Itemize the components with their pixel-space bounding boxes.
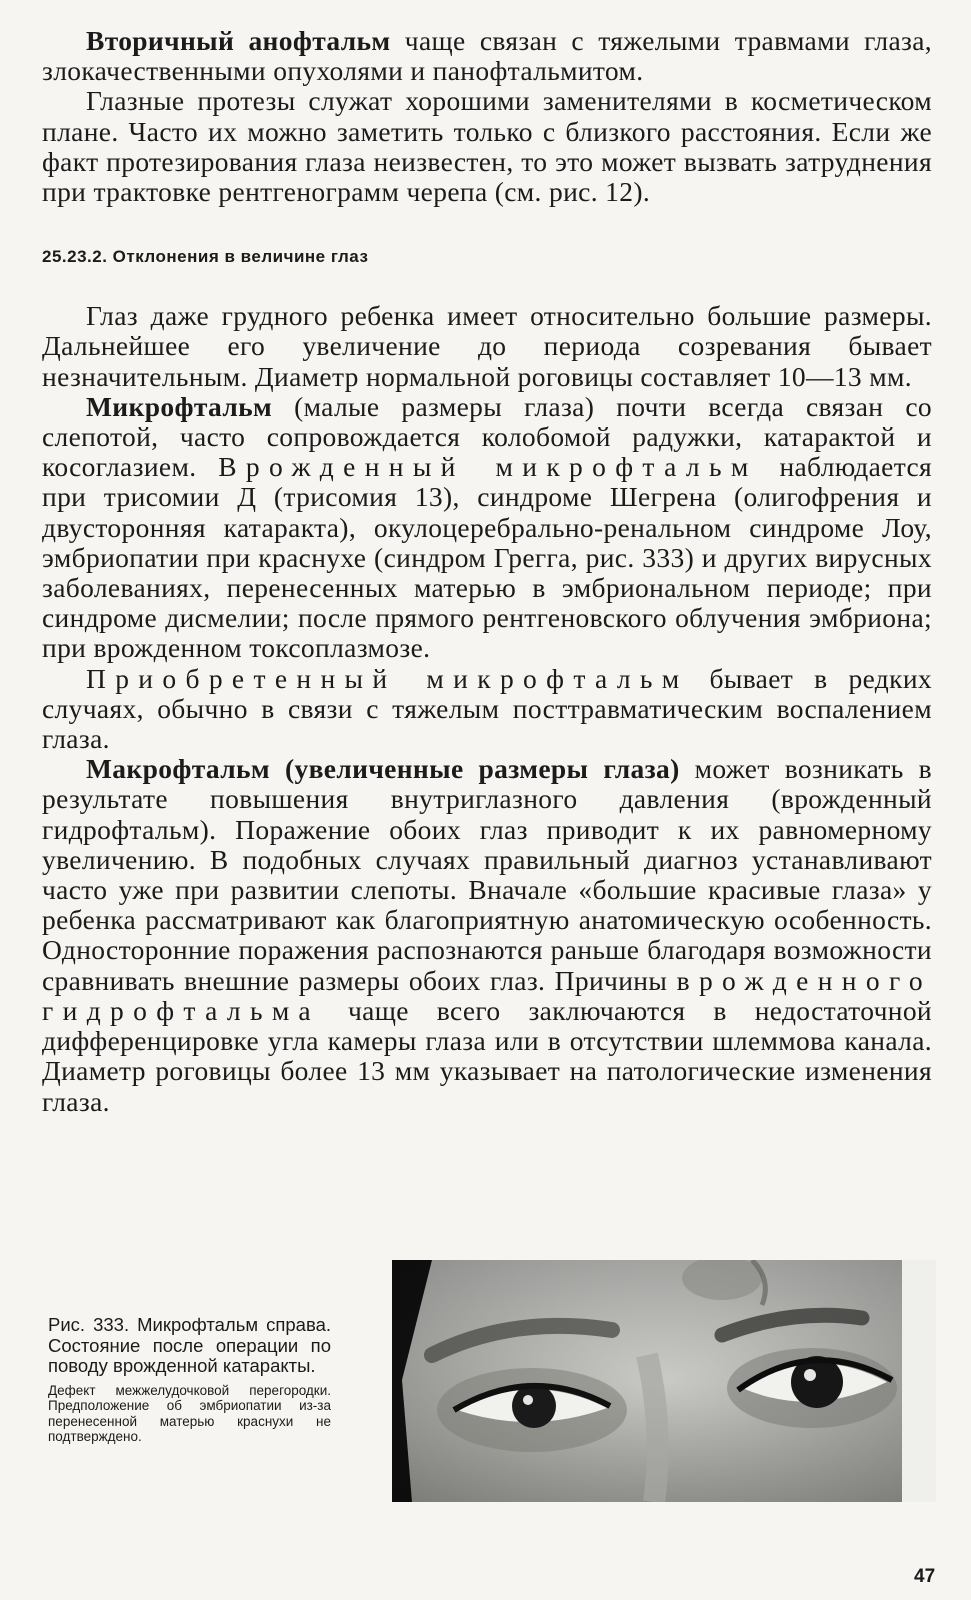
term-congenital-microphthalmia: Врожденный микрофтальм: [218, 451, 758, 483]
section-heading: 25.23.2. Отклонения в величине глаз: [42, 247, 369, 267]
term-microphthalmia: Микрофтальм: [86, 390, 273, 422]
term-macrophthalmia: Макрофтальм (увеличенные размеры глаза): [86, 753, 680, 785]
paragraph-text: может возникать в результате повышения внутриглазного давления (врожденный гидрофтальм). Поражение обоих глаз приводит к их равномерному увеличению. В подобных случаях правильный диагноз устанавливают часто уже при развитии слепоты. Вначале «большие красивые глаза» у ребенка рассматривают как благоприятную анатомическую особенность. Односторонние поражения распознаются раньше благодаря возможности сравнивать внешние размеры обоих глаз. Причины: [42, 753, 932, 996]
paragraph-text: чаще всего заключаются в недостаточной дифференцировке угла камеры глаза или в отсутствии шлеммова канала. Диаметр роговицы более 13 мм указывает на патологические изменения глаза.: [42, 994, 932, 1117]
paragraph-text: бывает в редких случаях, обычно в связи с тяжелым посттравматическим воспалением глаза.: [42, 662, 932, 755]
paragraph-text: (малые размеры глаза) почти всегда связан со слепотой, часто сопровождается колобомой радужки, катарактой и косоглазием.: [42, 390, 932, 483]
paragraph-text: наблюдается при трисомии Д (трисомия 13), синдроме Шегрена (олигофрения и двусторонняя катаракта), окулоцеребрально-ренальном синдроме Лоу, эмбриопатии при краснухе (синдром Грегга, рис. 333) и других вирусных заболеваниях, перенесенных матерью в эмбриональном периоде; при синдроме дисмелии; после прямого рентгеновского облучения эмбриона; при врожденном токсоплазмозе.: [42, 451, 933, 664]
paragraph-microphthalmia: [42, 392, 932, 664]
page-number: 47: [914, 1566, 936, 1587]
term-congenital-hydrophthalmia: врожденного гидрофтальма: [42, 964, 932, 1026]
figure-caption-main: Рис. 333. Микрофтальм справа. Состояние после операции по поводу врожденной катаракты.: [48, 1314, 331, 1376]
paragraph-acquired-microphthalmia: [42, 664, 932, 755]
paragraph-text: Глазные протезы служат хорошими заменителями в косметическом плане. Часто их можно заметить только с близкого расстояния. Если же факт протезирования глаза неизвестен, то это может вызвать затруднения при трактовке рентгенограмм черепа (см. рис. 12).: [42, 85, 932, 208]
eyes-photo-illustration: [392, 1260, 936, 1502]
text-column: [42, 26, 932, 1117]
paragraph-text: Глаз даже грудного ребенка имеет относительно большие размеры. Дальнейшее его увеличение до периода созревания бывает незначительным. Диаметр нормальной роговицы составляет 10—13 мм.: [42, 300, 932, 392]
term-acquired-microphthalmia: Приобретенный микрофтальм: [86, 662, 689, 694]
paragraph-text: чаще связан с тяжелыми травмами глаза, злокачественными опухолями и панофтальмитом.: [42, 25, 933, 87]
paragraph-eye-size: [42, 301, 932, 392]
figure-caption-note: Дефект межжелудочковой перегородки. Предположение об эмбриопатии из-за перенесенной матерью краснухи не подтверждено.: [48, 1382, 331, 1444]
paragraph-eye-prostheses: [42, 86, 932, 207]
figure-photo-eyes: [392, 1260, 936, 1502]
figure-caption: [48, 1315, 331, 1445]
paragraph-macrophthalmia: [42, 754, 932, 1116]
paragraph-secondary-anophthalmia: [42, 26, 932, 86]
term-secondary-anophthalmia: Вторичный анофтальм: [86, 25, 391, 56]
